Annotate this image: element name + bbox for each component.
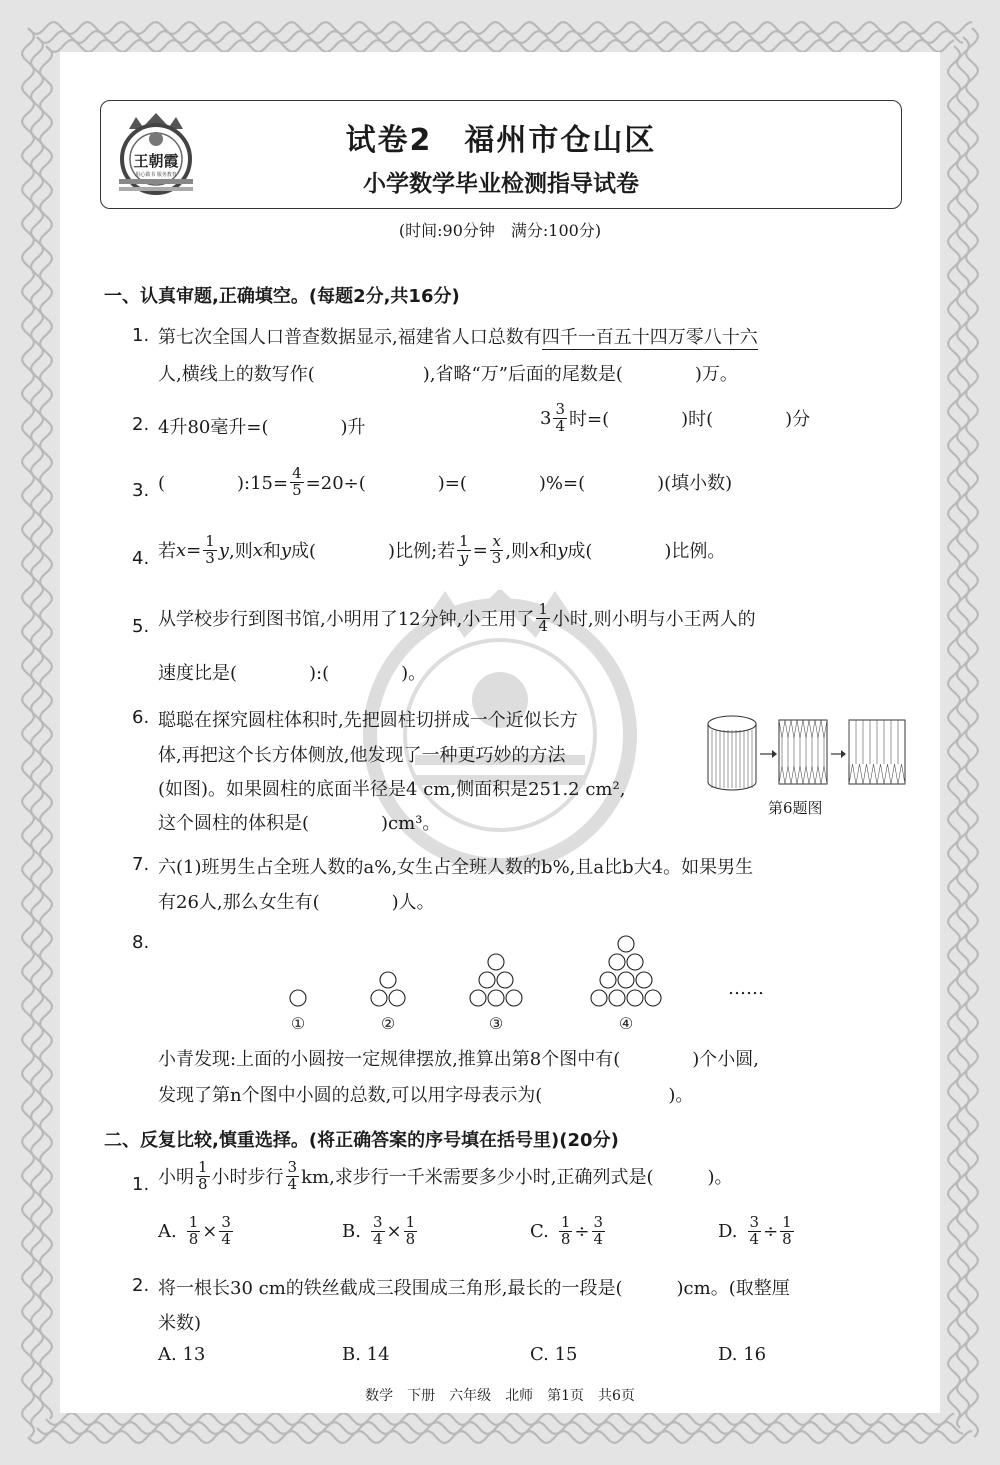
operator: ÷ xyxy=(574,1220,590,1242)
pattern-circle xyxy=(389,990,405,1006)
pattern-circle xyxy=(488,990,504,1006)
s1-q8-line1: 小青发现:上面的小圆按一定规律摆放,推算出第8个图中有( )个小圆, xyxy=(158,1049,760,1070)
s1-q2-right-text: 时=( )时( )分 xyxy=(569,409,811,431)
text: 成( )比例。 xyxy=(567,541,726,563)
fraction xyxy=(290,466,304,499)
fraction xyxy=(536,602,550,635)
operator: × xyxy=(202,1220,218,1242)
text: ,则 xyxy=(505,541,530,563)
fraction-den: y xyxy=(459,548,469,567)
fraction-num: 3 xyxy=(593,1213,604,1231)
s1-q3-part-a: ( ):15= xyxy=(158,473,289,495)
s1-q5-line2: 速度比是( ):( )。 xyxy=(158,663,427,684)
s2-q2-option-b[interactable]: B. 14 xyxy=(342,1344,390,1365)
s2-q2-line2: 米数) xyxy=(158,1313,202,1334)
operator: × xyxy=(386,1220,402,1242)
option-label: C. xyxy=(530,1220,549,1242)
s2-q1-option-a[interactable] xyxy=(158,1215,235,1248)
s1-q1-underlined-number: 四千一百五十四万零八十六 xyxy=(541,327,758,348)
fraction-den: 4 xyxy=(538,616,548,635)
s1-q1-line2: 人,横线上的数写作( ),省略“万”后面的尾数是( )万。 xyxy=(158,364,738,385)
s2-q1-option-c[interactable] xyxy=(530,1215,607,1248)
fraction xyxy=(457,534,471,567)
pattern-circle xyxy=(645,990,661,1006)
fraction-num: 1 xyxy=(198,1158,208,1176)
fraction-num: 1 xyxy=(205,532,215,550)
fraction xyxy=(490,534,504,567)
fraction-den: 5 xyxy=(292,480,302,499)
text: 若 xyxy=(158,541,176,563)
fraction xyxy=(748,1215,762,1248)
fraction xyxy=(780,1215,794,1248)
s1-q4-text xyxy=(158,534,725,567)
pattern-circle xyxy=(609,954,625,970)
s2-q1-number: 1. xyxy=(132,1174,150,1195)
pattern-circle xyxy=(470,990,486,1006)
pattern-circle xyxy=(618,936,634,952)
s2-q2-number: 2. xyxy=(132,1275,150,1296)
option-label: D. xyxy=(718,1220,738,1242)
fraction-num: 1 xyxy=(782,1213,792,1231)
operator: ÷ xyxy=(763,1220,779,1242)
s1-q6-line4: 这个圆柱的体积是( )cm³。 xyxy=(158,813,441,834)
text: 和 xyxy=(539,541,558,563)
s1-q7-number: 7. xyxy=(132,854,150,875)
s1-q3-part-b: =20÷( )=( )%=( )(填小数) xyxy=(305,473,733,495)
s2-q2-option-a[interactable]: A. 13 xyxy=(158,1344,206,1365)
pattern-circle xyxy=(627,990,643,1006)
var-x: x xyxy=(529,539,540,561)
fraction-num: 1 xyxy=(560,1213,571,1231)
pattern-label-4: ④ xyxy=(618,1014,634,1033)
time-info: (时间:90分钟 满分:100分) xyxy=(398,221,602,240)
pattern-circle xyxy=(591,990,607,1006)
s1-q3-number: 3. xyxy=(132,480,150,501)
s1-q6-line1: 聪聪在探究圆柱体积时,先把圆柱切拼成一个近似长方 xyxy=(158,710,578,731)
s2-q2-option-d[interactable]: D. 16 xyxy=(718,1344,767,1365)
logo-text: 王朝霞 xyxy=(133,152,179,170)
s2-q1-option-b[interactable] xyxy=(342,1215,419,1248)
s1-q1-number: 1. xyxy=(132,325,150,346)
section2-heading: 二、反复比较,慎重选择。(将正确答案的序号填在括号里)(20分) xyxy=(104,1130,619,1151)
fraction xyxy=(219,1215,233,1248)
fraction-den: 8 xyxy=(782,1229,792,1248)
fraction-den: 4 xyxy=(287,1174,298,1193)
fraction-num: 1 xyxy=(188,1213,199,1231)
figure-caption: 第6题图 xyxy=(768,799,823,817)
var-y: y xyxy=(280,539,292,561)
s1-q7-line2: 有26人,那么女生有( )人。 xyxy=(158,892,435,913)
s1-q2-right xyxy=(540,402,810,435)
pattern-circle xyxy=(371,990,387,1006)
fraction-num: 3 xyxy=(287,1158,298,1176)
text: 小明 xyxy=(158,1167,194,1189)
s2-q2-option-c[interactable]: C. 15 xyxy=(530,1344,578,1365)
fraction-den: 4 xyxy=(221,1229,231,1248)
fraction-num: 4 xyxy=(292,464,302,482)
var-x: x xyxy=(252,539,263,561)
fraction-den: 4 xyxy=(749,1229,760,1248)
fraction-den: 8 xyxy=(560,1229,571,1248)
s1-q6-line2: 体,再把这个长方体侧放,他发现了一种更巧妙的方法 xyxy=(158,745,566,766)
fraction-num: x xyxy=(492,532,501,550)
fraction-num: 3 xyxy=(372,1213,383,1231)
text: = xyxy=(472,539,488,561)
fraction-den: 4 xyxy=(372,1229,383,1248)
fraction-num: 3 xyxy=(221,1213,231,1231)
pattern-circle xyxy=(380,972,396,988)
text: 和 xyxy=(262,541,281,563)
fraction-num: 1 xyxy=(459,532,469,550)
fraction-num: 1 xyxy=(405,1213,416,1231)
s1-q5-line1 xyxy=(158,602,756,635)
fraction xyxy=(404,1215,418,1248)
s1-q3-text xyxy=(158,466,732,499)
var-x: x xyxy=(176,539,187,561)
option-label: B. xyxy=(342,1220,361,1242)
fraction-den: 3 xyxy=(205,548,215,567)
border-wave xyxy=(46,1413,954,1425)
pattern-circle xyxy=(479,972,495,988)
mixed-whole: 3 xyxy=(540,407,552,429)
text: 从学校步行到图书馆,小明用了12分钟,小王用了 xyxy=(158,609,535,631)
text: 成( )比例;若 xyxy=(291,541,456,563)
border-wave xyxy=(948,46,960,1419)
var-y: y xyxy=(557,539,568,561)
pattern-circle xyxy=(290,990,306,1006)
pattern-circle xyxy=(600,972,616,988)
logo-motto: 用心做书 服务教育 xyxy=(135,172,177,178)
exam-subtitle: 小学数学毕业检测指导试卷 xyxy=(363,171,639,197)
var-y: y xyxy=(218,539,229,561)
page-footer: 数学 下册 六年级 北师 第1页 共6页 xyxy=(365,1388,635,1404)
text: 小时步行 xyxy=(211,1167,284,1189)
fraction xyxy=(187,1215,201,1248)
pattern-label-1: ① xyxy=(290,1014,306,1033)
text: 小时,则小明与小王两人的 xyxy=(551,609,756,631)
s2-q1-option-d[interactable] xyxy=(718,1215,796,1248)
s1-q1-line1: 第七次全国人口普查数据显示,福建省人口总数有 xyxy=(158,327,542,348)
pattern-circle xyxy=(497,972,513,988)
s1-q1-text xyxy=(158,323,758,349)
text: ,则 xyxy=(228,541,253,563)
fraction xyxy=(592,1215,606,1248)
pattern-circle xyxy=(506,990,522,1006)
fraction xyxy=(371,1215,385,1248)
s1-q8-number: 8. xyxy=(132,932,150,953)
s2-q1-text xyxy=(158,1160,733,1193)
text: km,求步行一千米需要多少小时,正确列式是( )。 xyxy=(301,1167,733,1189)
s1-q4-number: 4. xyxy=(132,548,150,569)
option-label: A. xyxy=(158,1220,177,1242)
fraction-den: 4 xyxy=(593,1229,604,1248)
fraction xyxy=(196,1160,210,1193)
fraction-den: 4 xyxy=(555,416,565,435)
fraction-num: 3 xyxy=(555,400,565,418)
title-box xyxy=(100,100,902,209)
pattern-circle xyxy=(618,972,634,988)
fraction xyxy=(286,1160,300,1193)
cylinder-figure xyxy=(700,712,910,794)
s1-q6-number: 6. xyxy=(132,707,150,728)
s1-q2-left: 4升80毫升=( )升 xyxy=(158,417,366,438)
pattern-circle xyxy=(488,954,504,970)
circle-pattern-figure xyxy=(280,926,700,1038)
pattern-label-2: ② xyxy=(380,1014,396,1033)
pattern-circle xyxy=(636,972,652,988)
pattern-label-3: ③ xyxy=(488,1014,504,1033)
fraction-num: 1 xyxy=(538,600,548,618)
fraction-num: 3 xyxy=(749,1213,760,1231)
s1-q2-number: 2. xyxy=(132,414,150,435)
s2-q2-line1: 将一根长30 cm的铁丝截成三段围成三角形,最长的一段是( )cm。(取整厘 xyxy=(158,1278,790,1299)
pattern-circle xyxy=(627,954,643,970)
text: = xyxy=(186,539,202,561)
fraction-den: 8 xyxy=(188,1229,199,1248)
s1-q5-number: 5. xyxy=(132,616,150,637)
pattern-circle xyxy=(609,990,625,1006)
fraction xyxy=(559,1215,573,1248)
s1-q8-line2: 发现了第n个图中小圆的总数,可以用字母表示为( )。 xyxy=(158,1085,694,1106)
pattern-ellipsis: …… xyxy=(728,978,764,999)
exam-title: 试卷2 福州市仓山区 xyxy=(345,123,657,158)
fraction-den: 8 xyxy=(405,1229,416,1248)
section1-heading: 一、认真审题,正确填空。(每题2分,共16分) xyxy=(104,286,460,307)
fraction xyxy=(553,402,567,435)
fraction-den: 3 xyxy=(491,548,502,567)
fraction-den: 8 xyxy=(198,1174,208,1193)
fraction xyxy=(203,534,217,567)
s1-q6-line3: (如图)。如果圆柱的底面半径是4 cm,侧面积是251.2 cm², xyxy=(158,779,626,800)
s1-q7-line1: 六(1)班男生占全班人数的a%,女生占全班人数的b%,且a比b大4。如果男生 xyxy=(158,857,754,878)
